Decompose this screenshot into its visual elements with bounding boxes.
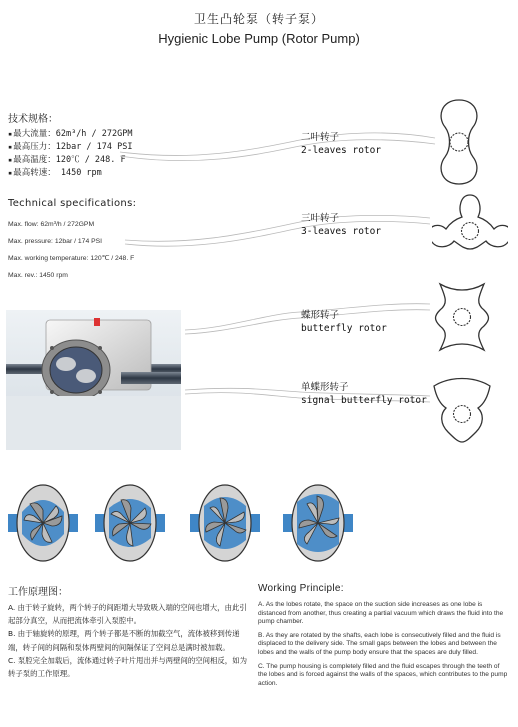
single-butterfly-rotor-icon	[430, 372, 494, 444]
rotor-label-cn: 单蝶形转子	[301, 382, 349, 393]
principle-diagram-4	[283, 478, 353, 566]
spec-en-item: Max. pressure: 12bar / 174 PSI	[8, 238, 103, 245]
rotor-label-en: signal butterfly rotor	[301, 395, 427, 406]
page-title-cn: 卫生凸轮泵（转子泵）	[193, 12, 324, 26]
three-lobe-rotor-icon	[432, 191, 508, 265]
rotor-label-en: 2-leaves rotor	[301, 145, 382, 156]
principle-en-title: Working Principle:	[258, 583, 344, 594]
principle-cn-paragraph: A. 由于转子旋转，两个转子的间距增大导致吸入端的空间也增大，由此引起部分真空，从而把流体牵引入泵腔中。	[8, 603, 247, 626]
principle-diagram-3	[190, 478, 260, 566]
spec-en-item: Max. rev.: 1450 rpm	[8, 272, 68, 279]
spec-cn-item: ▪ 最高压力：12bar / 174 PSI	[8, 141, 132, 154]
specs-en-title: Technical specifications:	[8, 198, 137, 209]
principle-cn-title: 工作原理图：	[8, 587, 68, 598]
spec-cn-item: ▪ 最高转速： 1450 rpm	[8, 167, 132, 180]
rotor-label-en: butterfly rotor	[301, 323, 387, 334]
pump-photo	[6, 310, 181, 450]
principle-cn-paragraph: B. 由于轴旋转的原理，两个转子都是不断的加截空气，流体被移到传递端，转子间的间隔和泵体两壁间的间隔保证了空间总是满时被加载。	[8, 629, 240, 652]
rotor-label-cn: 二叶转子	[301, 132, 340, 143]
principle-en-paragraph: C. The pump housing is completely filled and the fluid escapes through the teeth of the lobes and is forced against the walls of the spaces, which contributes to the pump action.	[258, 662, 508, 687]
rotor-label-butterfly	[301, 309, 387, 335]
spec-en-item: Max. working temperature: 120℃ / 248. F	[8, 255, 135, 262]
rotor-label-three-lobe	[301, 212, 381, 238]
butterfly-rotor-icon	[432, 280, 492, 354]
principle-diagram-1	[8, 478, 78, 566]
principle-diagram-2	[95, 478, 165, 566]
specs-cn-title: 技术规格：	[8, 114, 58, 125]
principle-cn-text	[8, 601, 248, 680]
rotor-label-cn: 三叶转子	[301, 213, 340, 224]
principle-en-paragraph: B. As they are rotated by the shafts, each lobe is consecutively filled and the fluid is displaced to the delivery side. The small gaps between the lobes and between the lobes and the walls of the pump body ensure that the spaces are duly filled.	[258, 631, 501, 656]
rotor-label-en: 3-leaves rotor	[301, 226, 382, 237]
spec-cn-item: ▪ 最大流量：62m³/h / 272GPM	[8, 128, 132, 141]
rotor-label-cn: 蝶形转子	[301, 310, 340, 321]
rotor-label-two-lobe	[301, 131, 381, 157]
rotor-label-single-butterfly	[301, 381, 427, 407]
spec-en-item: Max. flow: 62m³/h / 272GPM	[8, 221, 95, 228]
principle-en-paragraph: A. As the lobes rotate, the space on the suction side increases as one lobe is distanced from another, thus creating a partial vacuum which draws the fluid into the pump chamber.	[258, 601, 504, 626]
spec-cn-item: ▪ 最高温度：120℃ / 248. F	[8, 154, 132, 167]
principle-cn-paragraph: C. 泵腔完全加载后，流体通过转子叶片甩出并与两壁间的空间相反，如为转子泵的工作原理。	[8, 655, 247, 679]
principle-en-text	[258, 601, 508, 693]
page-title-en: Hygienic Lobe Pump (Rotor Pump)	[158, 31, 360, 46]
two-lobe-rotor-icon	[433, 97, 485, 187]
